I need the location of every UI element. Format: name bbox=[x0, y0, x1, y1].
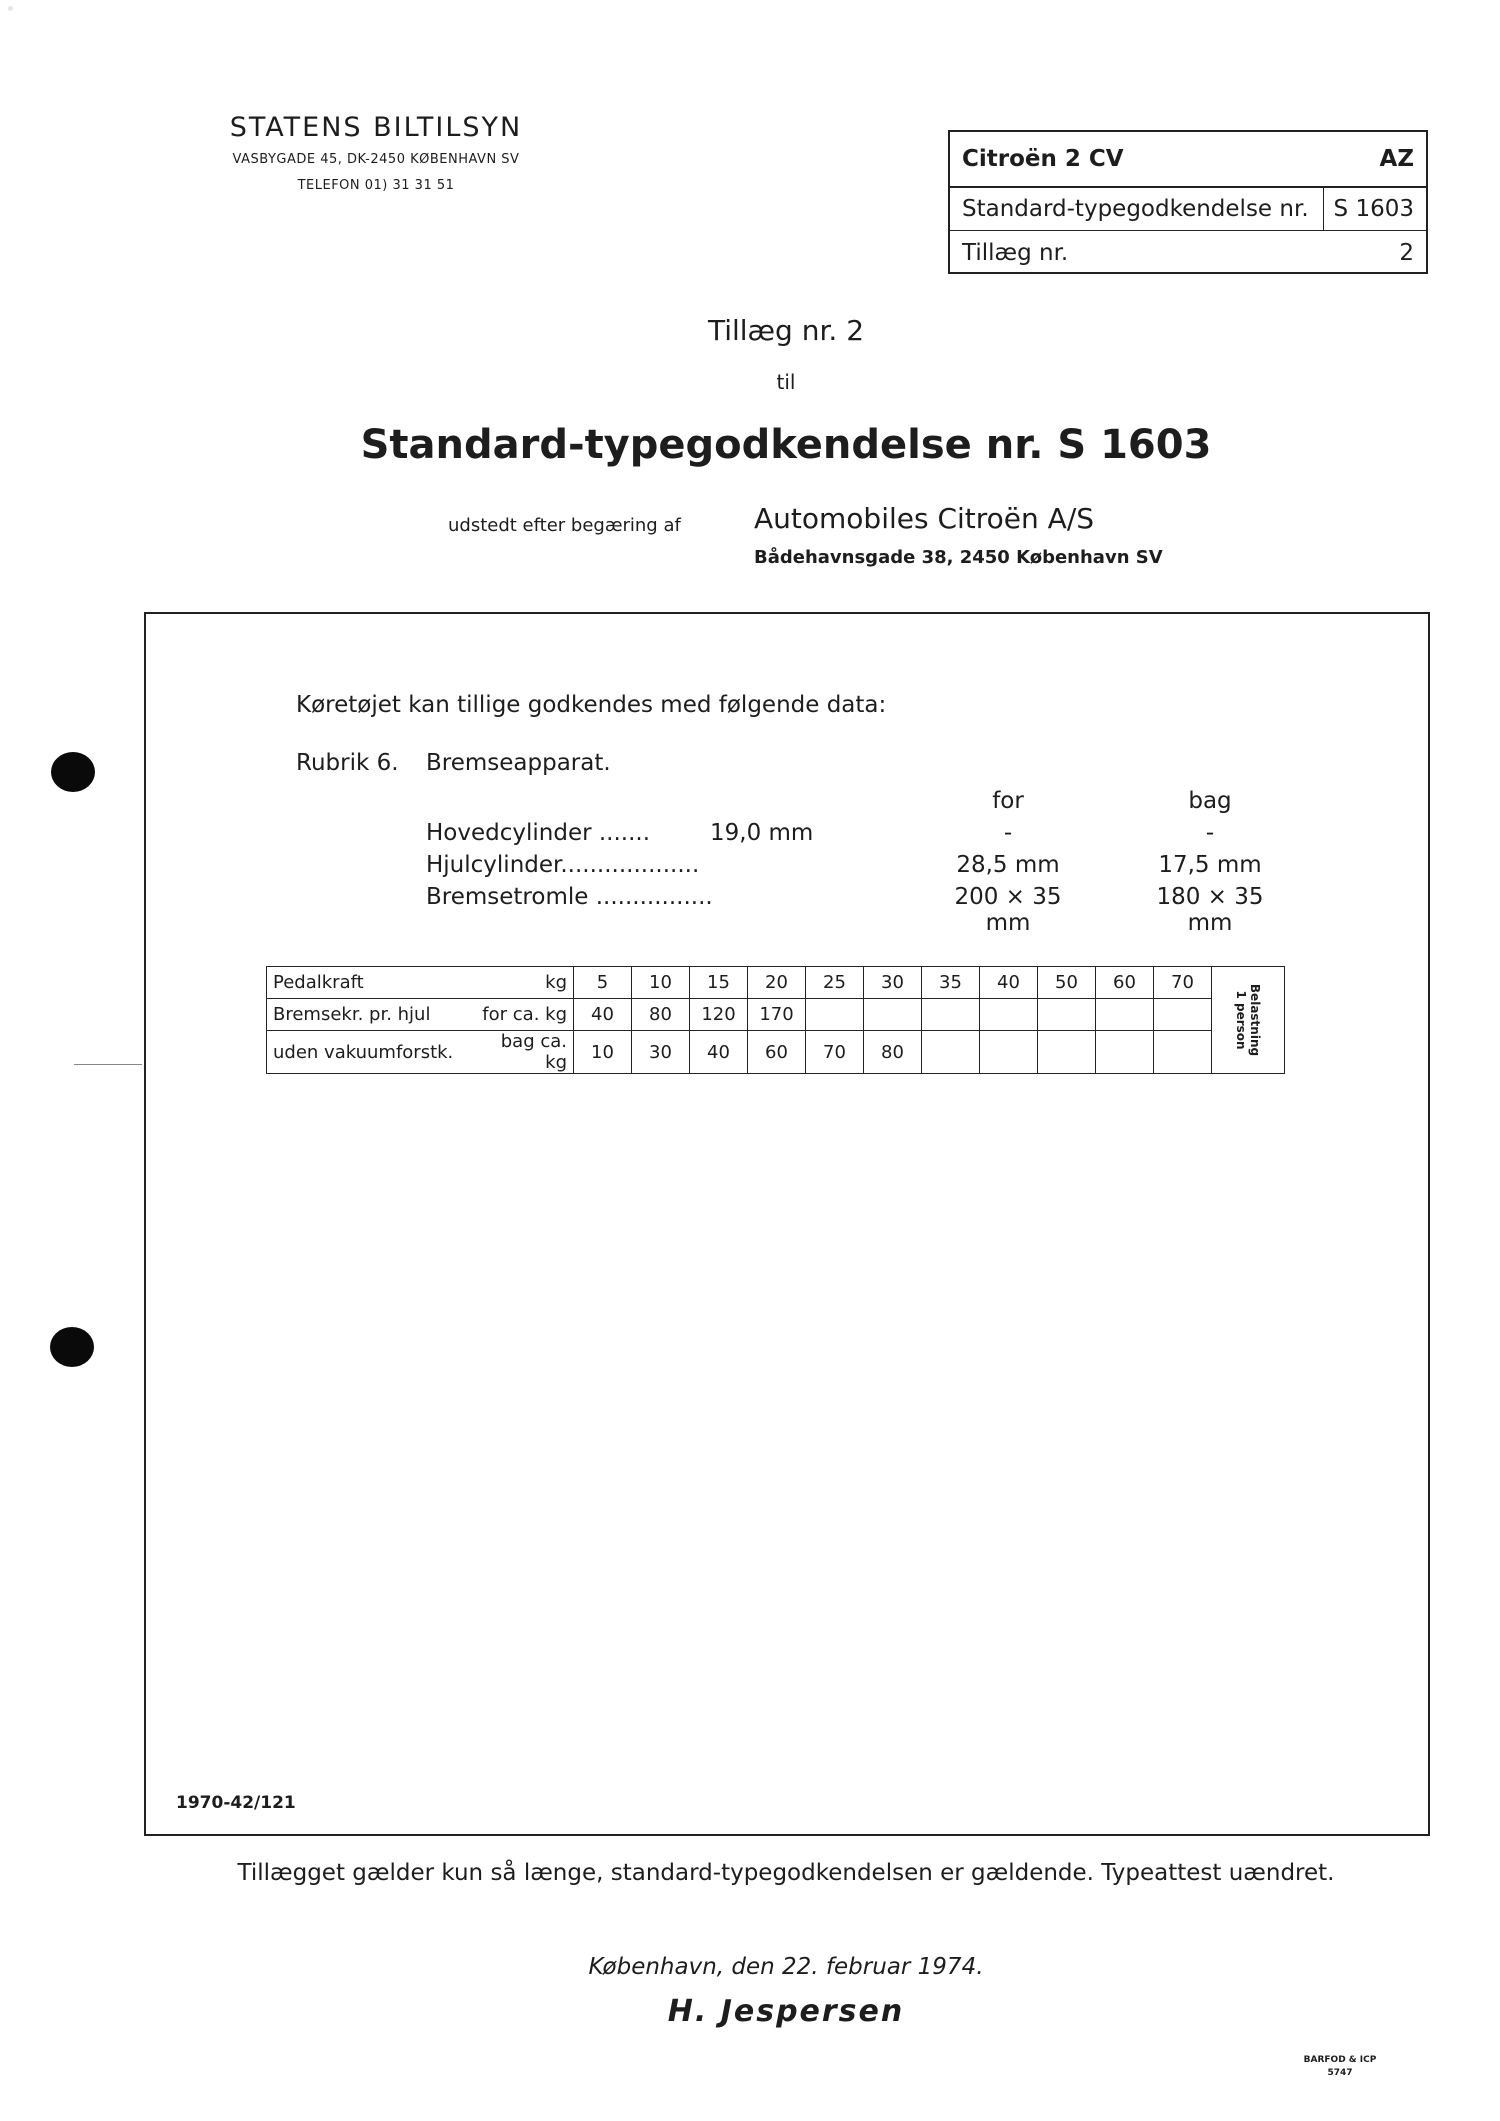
table-cell bbox=[806, 999, 864, 1031]
table-cell: 120 bbox=[690, 999, 748, 1031]
table-cell bbox=[1096, 1031, 1154, 1074]
table-cell: 20 bbox=[748, 967, 806, 999]
intro-text: Køretøjet kan tillige godkendes med følgende data: bbox=[296, 692, 887, 718]
spec-front-value: - bbox=[1003, 820, 1013, 846]
table-cell: 5 bbox=[574, 967, 632, 999]
table-cell bbox=[864, 999, 922, 1031]
table-cell bbox=[922, 999, 980, 1031]
spec-rear-value: - bbox=[1205, 820, 1215, 846]
column-header-for: for bbox=[992, 788, 1024, 814]
load-person-label: 1 person bbox=[1234, 990, 1249, 1050]
table-cell bbox=[1154, 1031, 1212, 1074]
supplement-number: 2 bbox=[1399, 239, 1414, 266]
table-cell: 40 bbox=[574, 999, 632, 1031]
table-cell bbox=[1038, 999, 1096, 1031]
organization-name: STATENS BILTILSYN bbox=[229, 112, 523, 143]
rear-unit: bag ca. kg bbox=[477, 1031, 574, 1074]
brake-force-label: Bremsekr. pr. hjul bbox=[267, 999, 478, 1031]
rubric-label: Bremseapparat. bbox=[426, 750, 611, 776]
approval-number: S 1603 bbox=[1323, 188, 1414, 231]
table-cell: 30 bbox=[632, 1031, 690, 1074]
model-code: AZ bbox=[1379, 146, 1414, 172]
table-cell: 60 bbox=[1096, 967, 1154, 999]
form-number: 1970-42/121 bbox=[176, 1793, 296, 1813]
spec-value: 19,0 mm bbox=[710, 820, 814, 846]
front-unit: for ca. kg bbox=[477, 999, 574, 1031]
organization-telephone: TELEFON 01) 31 31 51 bbox=[297, 178, 455, 193]
pedal-force-label: Pedalkraft bbox=[267, 967, 478, 999]
pedal-force-unit: kg bbox=[477, 967, 574, 999]
punch-hole-top bbox=[51, 752, 95, 792]
spec-rear-value: 17,5 mm bbox=[1158, 852, 1262, 878]
page-title: Standard-typegodkendelse nr. S 1603 bbox=[360, 422, 1212, 468]
brake-force-table bbox=[266, 966, 1285, 1074]
load-side-label bbox=[1212, 967, 1285, 1074]
spec-row bbox=[426, 852, 1306, 884]
spec-label: Hjulcylinder................... bbox=[426, 852, 700, 878]
signer-name: H. Jespersen bbox=[667, 1994, 905, 2029]
printer-name: BARFOD & ICP bbox=[1303, 2055, 1377, 2065]
table-cell: 15 bbox=[690, 967, 748, 999]
organization-address: VASBYGADE 45, DK-2450 KØBENHAVN SV bbox=[232, 152, 520, 167]
spec-front-value: 28,5 mm bbox=[956, 852, 1060, 878]
table-cell bbox=[980, 1031, 1038, 1074]
table-cell: 60 bbox=[748, 1031, 806, 1074]
approval-label: Standard-typegodkendelse nr. bbox=[962, 196, 1309, 222]
spec-row bbox=[426, 884, 1306, 936]
issuer-label: udstedt efter begæring af bbox=[448, 515, 681, 536]
table-cell bbox=[922, 1031, 980, 1074]
table-cell bbox=[1038, 1031, 1096, 1074]
reference-model-row bbox=[950, 132, 1426, 188]
column-header-bag: bag bbox=[1188, 788, 1232, 814]
validity-statement: Tillægget gælder kun så længe, standard-typegodkendelsen er gældende. Typeattest uændret. bbox=[237, 1860, 1335, 1886]
table-cell: 35 bbox=[922, 967, 980, 999]
table-cell: 40 bbox=[690, 1031, 748, 1074]
issuer-name: Automobiles Citroën A/S bbox=[754, 502, 1095, 535]
load-side-text bbox=[1234, 984, 1262, 1056]
supplement-title: Tillæg nr. 2 bbox=[707, 314, 865, 347]
vacuum-label: uden vakuumforstk. bbox=[267, 1031, 478, 1074]
table-cell: 70 bbox=[806, 1031, 864, 1074]
reference-approval-row bbox=[950, 188, 1426, 231]
table-cell: 50 bbox=[1038, 967, 1096, 999]
table-cell bbox=[1154, 999, 1212, 1031]
printer-mark bbox=[1300, 2054, 1380, 2080]
issuer-address: Bådehavnsgade 38, 2450 København SV bbox=[754, 547, 1163, 568]
reference-box bbox=[948, 130, 1428, 274]
load-label: Belastning bbox=[1248, 983, 1263, 1057]
table-cell: 80 bbox=[632, 999, 690, 1031]
table-row bbox=[267, 1031, 1285, 1074]
table-row bbox=[267, 967, 1285, 999]
table-cell: 170 bbox=[748, 999, 806, 1031]
spec-rear-value: 180 × 35 mm bbox=[1156, 884, 1264, 936]
rubric-number: Rubrik 6. bbox=[296, 750, 399, 776]
printer-number: 5747 bbox=[1327, 2068, 1353, 2078]
table-cell: 70 bbox=[1154, 967, 1212, 999]
spec-label: Bremsetromle ................ bbox=[426, 884, 713, 910]
table-cell: 30 bbox=[864, 967, 922, 999]
punch-hole-bottom bbox=[50, 1327, 94, 1367]
spec-front-value: 200 × 35 mm bbox=[954, 884, 1062, 936]
table-cell: 80 bbox=[864, 1031, 922, 1074]
model-name: Citroën 2 CV bbox=[962, 146, 1124, 172]
title-connector: til bbox=[776, 370, 796, 394]
corner-speck bbox=[8, 6, 13, 11]
fold-mark bbox=[74, 1064, 142, 1065]
spec-row bbox=[426, 820, 1306, 852]
place-date: København, den 22. februar 1974. bbox=[588, 1954, 984, 1980]
table-cell: 40 bbox=[980, 967, 1038, 999]
table-cell bbox=[1096, 999, 1154, 1031]
table-cell: 10 bbox=[632, 967, 690, 999]
spec-label: Hovedcylinder ....... bbox=[426, 820, 651, 846]
supplement-label: Tillæg nr. bbox=[962, 239, 1069, 266]
table-cell: 25 bbox=[806, 967, 864, 999]
reference-supplement-row bbox=[950, 231, 1426, 274]
table-cell bbox=[980, 999, 1038, 1031]
table-row bbox=[267, 999, 1285, 1031]
table-cell: 10 bbox=[574, 1031, 632, 1074]
